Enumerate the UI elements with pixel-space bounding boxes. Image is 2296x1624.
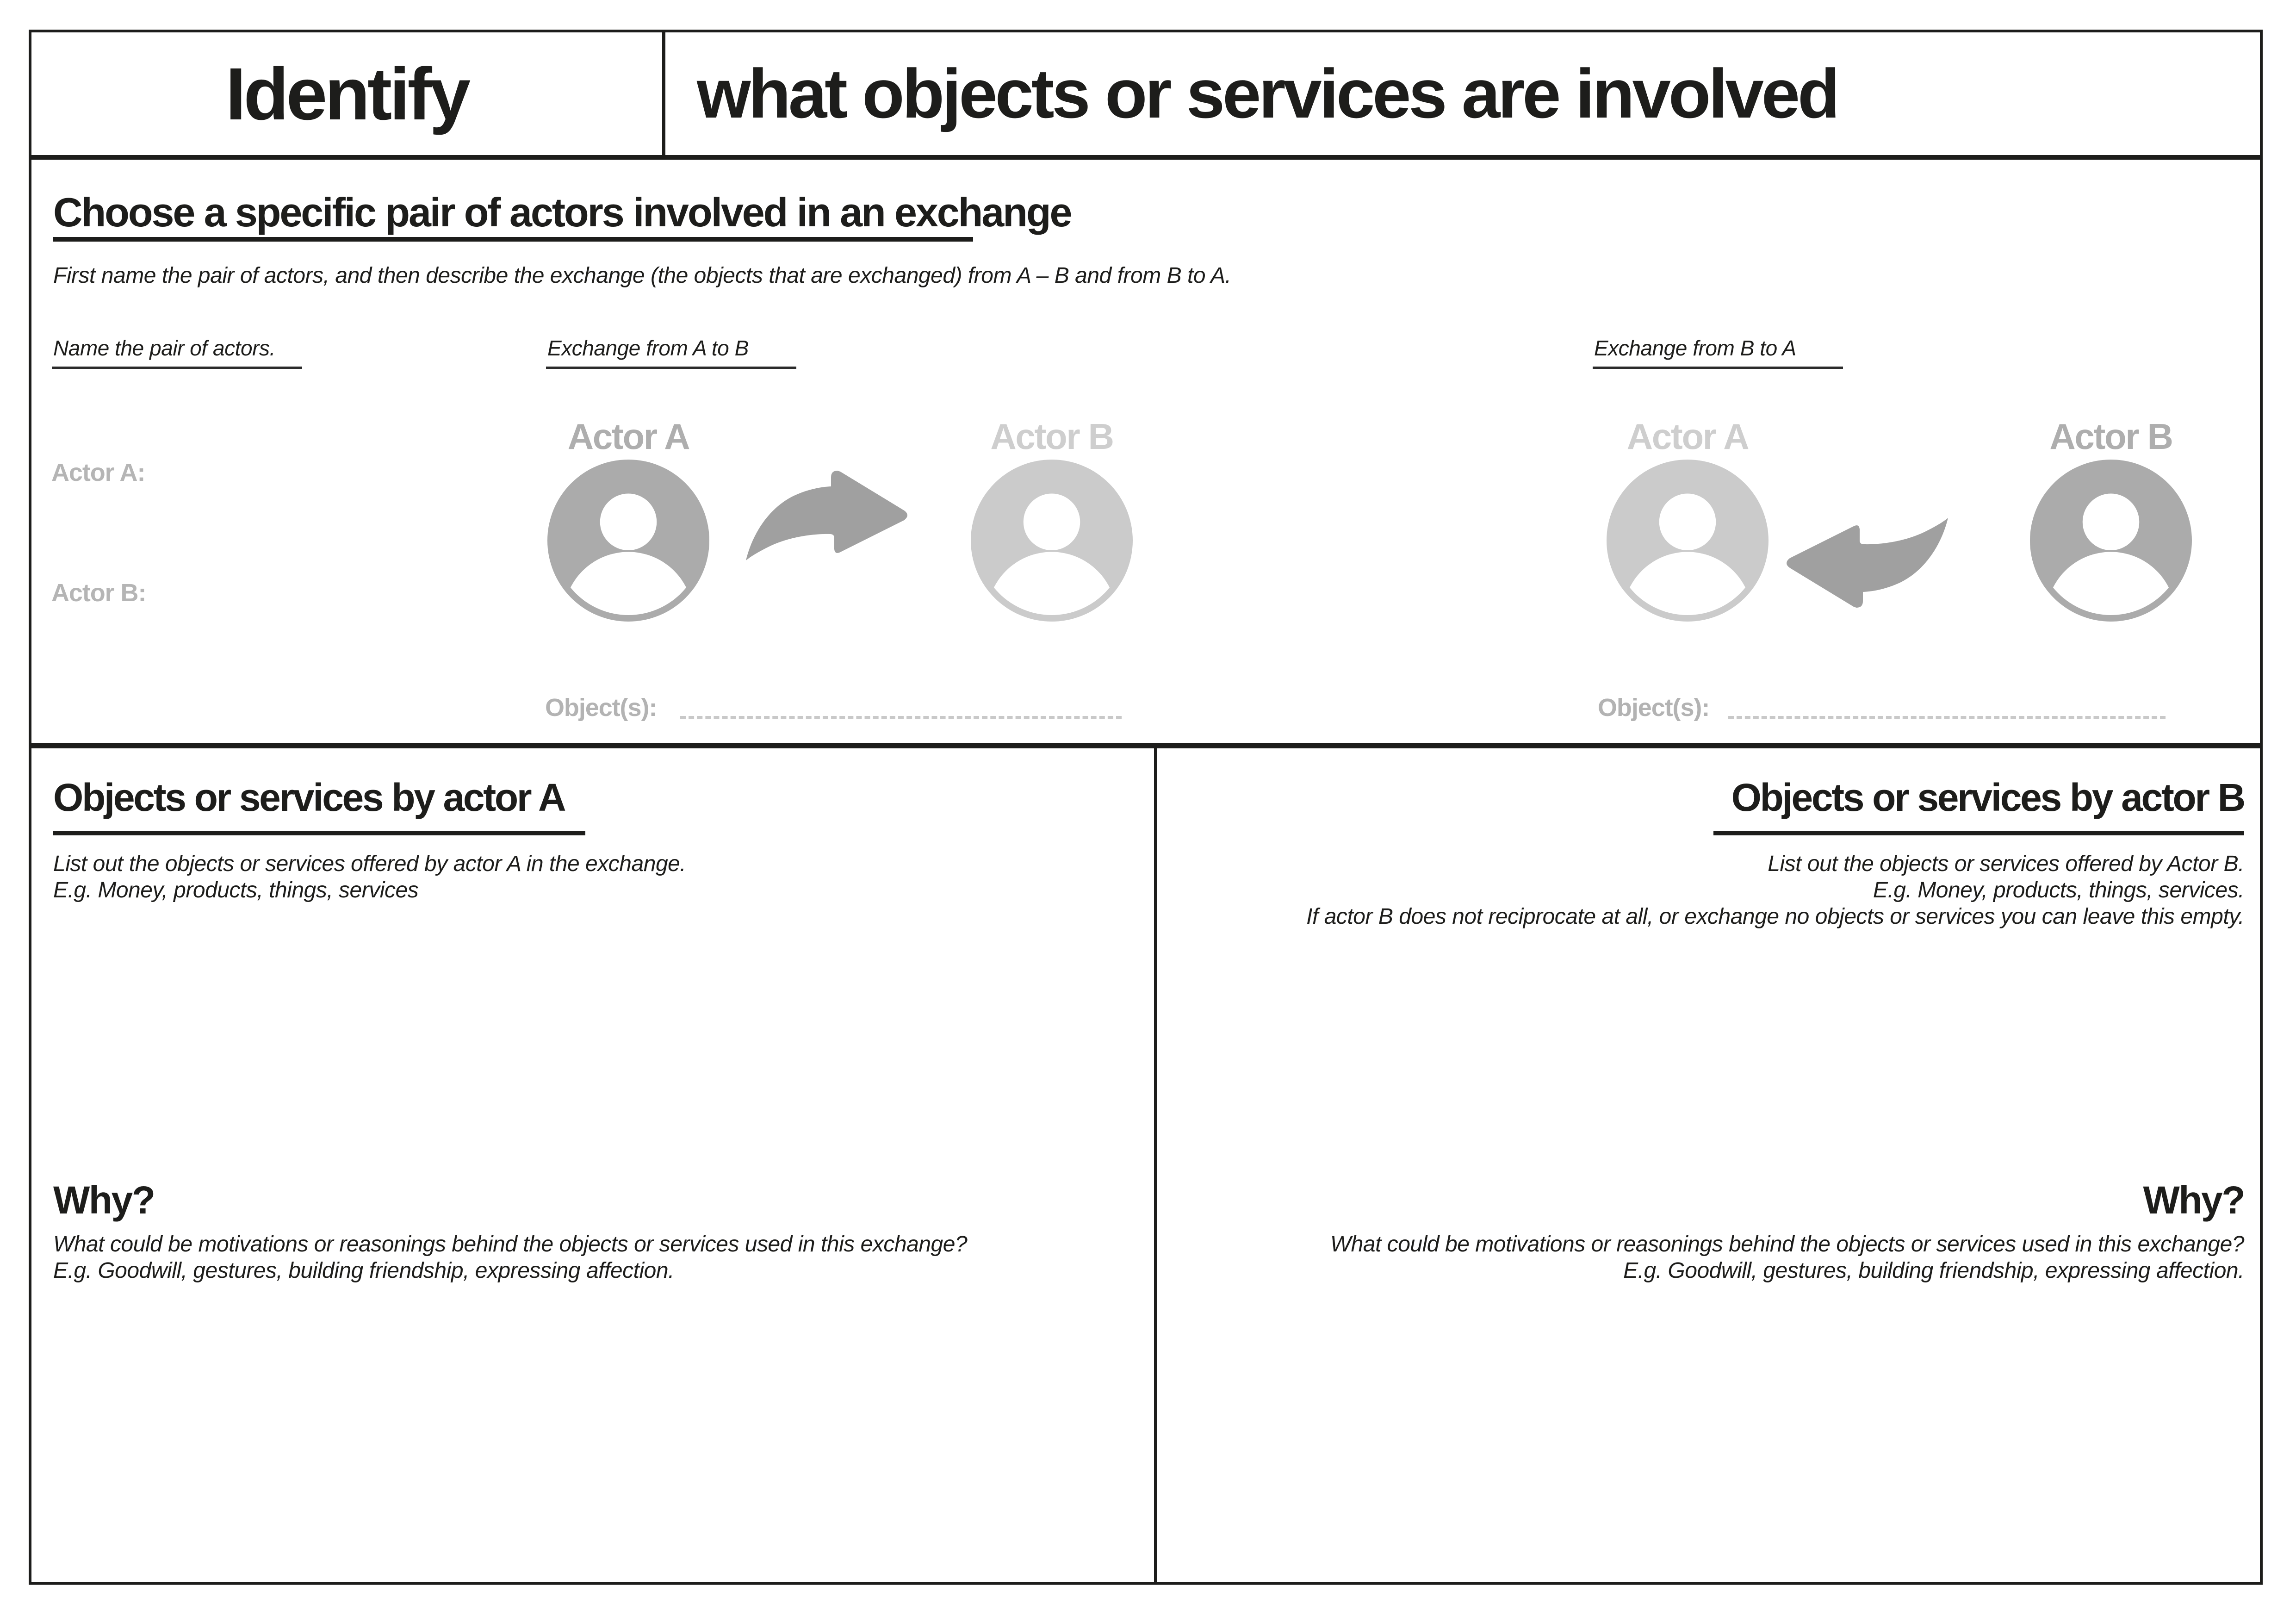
- actor-b-desc-line1: List out the objects or services offered by Actor B.: [1768, 852, 2244, 876]
- exchange-b-to-a-underline: [1593, 367, 1843, 369]
- arrow-b-to-a-icon: [1784, 516, 1953, 613]
- actor-b-objects-heading: Objects or services by actor B: [1731, 776, 2244, 819]
- actor-b-heading-underline: [1713, 831, 2244, 835]
- page-title: what objects or services are involved: [697, 55, 1838, 132]
- actor-a-heading-underline: [53, 831, 585, 835]
- diagram-ab-actor-a-label: Actor A: [567, 416, 689, 457]
- diagram-ab-actor-b-label: Actor B: [990, 416, 1113, 457]
- diagram-ba-actor-a-label: Actor A: [1626, 416, 1749, 457]
- actor-a-field-label: Actor A:: [51, 459, 145, 486]
- actor-a-desc-line2: E.g. Money, products, things, services: [53, 878, 419, 902]
- actor-a-why-line2: E.g. Goodwill, gestures, building friendship, expressing affection.: [53, 1258, 674, 1283]
- diagram-ab-actor-b-person-icon: [971, 460, 1133, 622]
- worksheet-canvas: [29, 30, 2263, 1585]
- exchange-a-to-b-label: Exchange from A to B: [547, 336, 749, 360]
- diagram-ba-actor-b-label: Actor B: [2049, 416, 2172, 457]
- section-divider: [31, 743, 2260, 748]
- header-step-cell: [31, 32, 665, 155]
- actor-a-objects-heading: Objects or services by actor A: [53, 776, 565, 819]
- actor-b-why-line2: E.g. Goodwill, gestures, building friendship, expressing affection.: [1623, 1258, 2244, 1283]
- actor-b-desc-line2: E.g. Money, products, things, services.: [1873, 878, 2244, 902]
- diagram-ba-objects-write-line[interactable]: [1728, 715, 2166, 719]
- diagram-ba-actor-a-person-icon: [1607, 460, 1769, 622]
- exchange-b-to-a-label: Exchange from B to A: [1594, 336, 1796, 360]
- actor-b-why-description: [1180, 1231, 2244, 1284]
- arrow-a-to-b-icon: [741, 465, 910, 562]
- actor-a-objects-description: [53, 851, 686, 903]
- choose-heading-underline: [53, 237, 973, 242]
- diagram-ab-actor-a-person-icon: [547, 460, 709, 622]
- diagram-ab-objects-label: Object(s):: [545, 694, 657, 722]
- actor-b-field-label: Actor B:: [51, 579, 146, 607]
- actor-a-why-description: [53, 1231, 967, 1284]
- diagram-ba-objects-label: Object(s):: [1598, 694, 1710, 722]
- step-title: Identify: [225, 52, 468, 135]
- column-divider: [1154, 748, 1157, 1582]
- name-pair-underline: [52, 367, 302, 369]
- diagram-ab-objects-write-line[interactable]: [680, 715, 1122, 719]
- choose-section-heading: Choose a specific pair of actors involved in an exchange: [53, 189, 1071, 235]
- actor-b-why-heading: Why?: [2143, 1178, 2244, 1222]
- header: [31, 32, 2260, 160]
- actor-a-desc-line1: List out the objects or services offered by actor A in the exchange.: [53, 852, 686, 876]
- diagram-ba-actor-b-person-icon: [2030, 460, 2192, 622]
- actor-a-why-heading: Why?: [53, 1178, 155, 1222]
- actor-b-desc-line3: If actor B does not reciprocate at all, or exchange no objects or services you can leave this empty.: [1306, 904, 2244, 929]
- actor-a-why-line1: What could be motivations or reasonings behind the objects or services used in this exchange?: [53, 1232, 968, 1257]
- actor-b-objects-description: [1180, 851, 2244, 930]
- header-title-cell: [665, 32, 2260, 155]
- choose-section-description: First name the pair of actors, and then describe the exchange (the objects that are exchanged) from A – B and from B to A.: [53, 263, 1231, 288]
- actor-b-why-line1: What could be motivations or reasonings behind the objects or services used in this exchange?: [1330, 1232, 2244, 1257]
- name-pair-label: Name the pair of actors.: [53, 336, 275, 360]
- exchange-a-to-b-underline: [546, 367, 796, 369]
